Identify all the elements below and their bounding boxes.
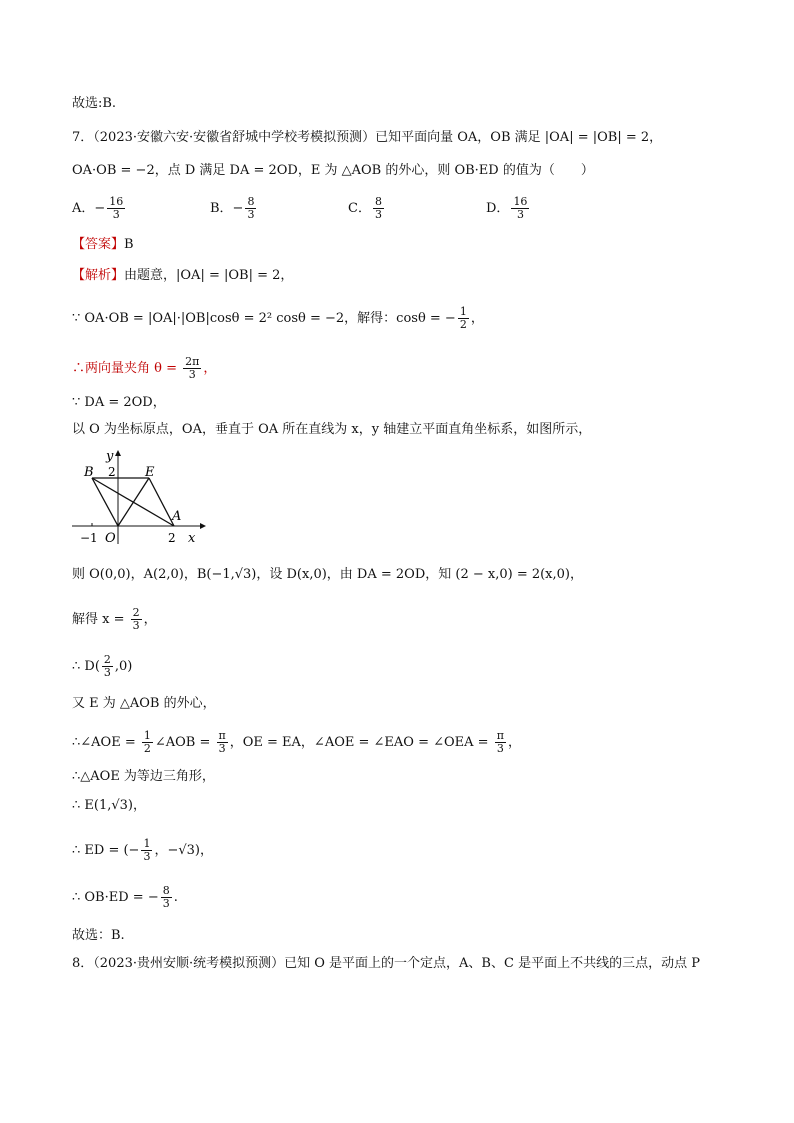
- line-dot-product: ∵ OA·OB = |OA|·|OB|cosθ = 2² cosθ = −2，解得：cosθ = − $\frac{1}{2}$ ，: [72, 305, 484, 331]
- option-b: B．− $\frac{8}{3}$: [210, 195, 255, 221]
- line-e-circumcenter: 又 E 为 △AOB 的外心，: [72, 696, 216, 711]
- label-b: B: [84, 465, 94, 480]
- line-coordinate-system: 以 O 为坐标原点，OA，垂直于 OA 所在直线为 x，y 轴建立平面直角坐标系，如图所示，: [72, 422, 592, 437]
- line-final-result: ∴ OB·ED = − $\frac{8}{3}$ .: [72, 884, 178, 910]
- answer-value: B: [124, 237, 134, 252]
- option-d: D． $\frac{16}{3}$: [486, 195, 528, 221]
- analysis-label: 【解析】: [72, 268, 125, 283]
- answer-label: 【答案】: [72, 237, 125, 252]
- answer-line: [72, 235, 134, 255]
- line-angle-aoe: ∴∠AOE = $\frac{1}{2}$ ∠AOB = $\frac{\pi}{3}$ ，OE = EA，∠AOE = ∠EAO = ∠OEA = $\frac{\pi}{3}$ ，: [72, 729, 521, 755]
- question-7-line2: OA·OB = −2，点 D 满足 DA = 2OD，E 为 △AOB 的外心，则 OB·ED 的值为（ ）: [72, 163, 594, 178]
- line-choose-prev: 故选:B.: [72, 96, 117, 111]
- option-c: C． $\frac{8}{3}$: [348, 195, 382, 221]
- line-points: 则 O(0,0)，A(2,0)，B(−1,√3)，设 D(x,0)，由 DA = 2OD，知 (2 − x,0) = 2(x,0)，: [72, 567, 583, 582]
- question-7-line1: 7．（2023·安徽六安·安徽省舒城中学校考模拟预测）已知平面向量 OA，OB 满足 |OA| = |OB| = 2，: [72, 130, 663, 145]
- analysis-line: [72, 266, 293, 286]
- line-choose: 故选：B.: [72, 928, 125, 943]
- coordinate-figure: [70, 448, 210, 548]
- y-axis-arrow: [115, 450, 121, 456]
- label-e: E: [145, 465, 155, 480]
- analysis-text: 由题意，|OA| = |OB| = 2，: [124, 268, 294, 283]
- line-solve-x: 解得 x = $\frac{2}{3}$ ，: [72, 606, 157, 632]
- line-equilateral: ∴△AOE 为等边三角形，: [72, 769, 215, 784]
- line-d-point: ∴ D( $\frac{2}{3}$ ,0): [72, 653, 133, 679]
- label-o: O: [105, 531, 116, 546]
- line-da: ∵ DA = 2OD，: [72, 395, 166, 410]
- x-axis-arrow: [200, 523, 206, 529]
- label-2y: 2: [108, 465, 116, 479]
- label-y: y: [106, 449, 114, 464]
- question-8-line1: 8．（2023·贵州安顺·统考模拟预测）已知 O 是平面上的一个定点，A、B、C 是平面上不共线的三点，动点 P: [72, 956, 700, 971]
- label-2x: 2: [168, 531, 176, 545]
- option-a: A．− $\frac{16}{3}$: [72, 195, 124, 221]
- label-a: A: [172, 509, 182, 524]
- line-e-point: ∴ E(1,√3)，: [72, 798, 146, 813]
- line-ed-vector: ∴ ED = (− $\frac{1}{3}$ ，−√3)，: [72, 837, 213, 863]
- label-x: x: [188, 531, 196, 546]
- line-angle: ∴两向量夹角 θ = $\frac{2\pi}{3}$ ，: [72, 355, 217, 381]
- label-neg1: −1: [80, 531, 98, 545]
